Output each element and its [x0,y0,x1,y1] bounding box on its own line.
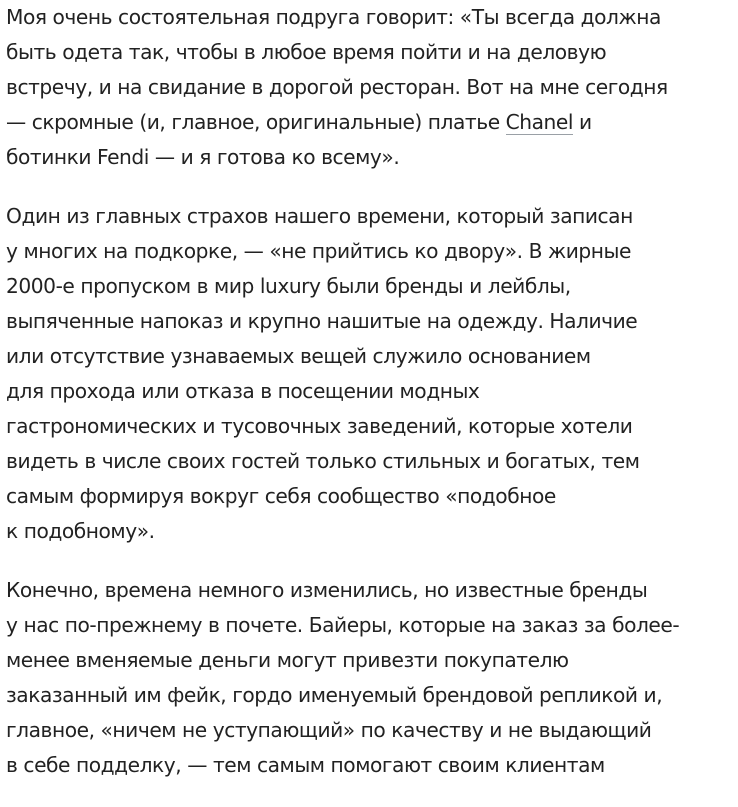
text-line: Моя очень состоятельная подруга говорит: «Ты всегда должна [6,5,661,29]
article-body [6,0,736,807]
paragraph-2 [6,199,736,549]
text-line: видеть в числе своих гостей только стильных и богатых, тем [6,449,640,473]
paragraph-3 [6,573,736,783]
text-line: в себе подделку, — тем самым помогают своим клиентам [6,753,605,777]
text-line: Один из главных страхов нашего времени, который записан [6,204,633,228]
text-line: ботинки Fendi — и я готова ко всему». [6,145,400,169]
text-line: к подобному». [6,519,155,543]
text-line: заказанный им фейк, гордо именуемый брендовой репликой и, [6,683,663,707]
text-line: Конечно, времена немного изменились, но известные бренды [6,578,648,602]
text-line: у многих на подкорке, — «не прийтись ко двору». В жирные [6,239,631,263]
paragraph-1 [6,0,736,175]
chanel-link[interactable]: Chanel [505,110,574,134]
text-segment: и [573,110,592,134]
text-line: встречу, и на свидание в дорогой ресторан. Вот на мне сегодня [6,75,668,99]
text-line: или отсутствие узнаваемых вещей служило основанием [6,344,591,368]
text-segment: — скромные (и, главное, оригинальные) платье [6,110,506,134]
text-line: выпяченные напоказ и крупно нашитые на одежду. Наличие [6,309,638,333]
text-line: самым формируя вокруг себя сообщество «подобное [6,484,556,508]
text-line: менее вменяемые деньги могут привезти покупателю [6,648,569,672]
text-line-with-link [6,105,736,140]
text-line: гастрономических и тусовочных заведений, которые хотели [6,414,633,438]
text-line: главное, «ничем не уступающий» по качеству и не выдающий [6,718,652,742]
text-line: для прохода или отказа в посещении модных [6,379,480,403]
text-line: у нас по-прежнему в почете. Байеры, которые на заказ за более- [6,613,680,637]
text-line: быть одета так, чтобы в любое время пойти и на деловую [6,40,607,64]
text-line: 2000-е пропуском в мир luxury были бренды и лейблы, [6,274,571,298]
